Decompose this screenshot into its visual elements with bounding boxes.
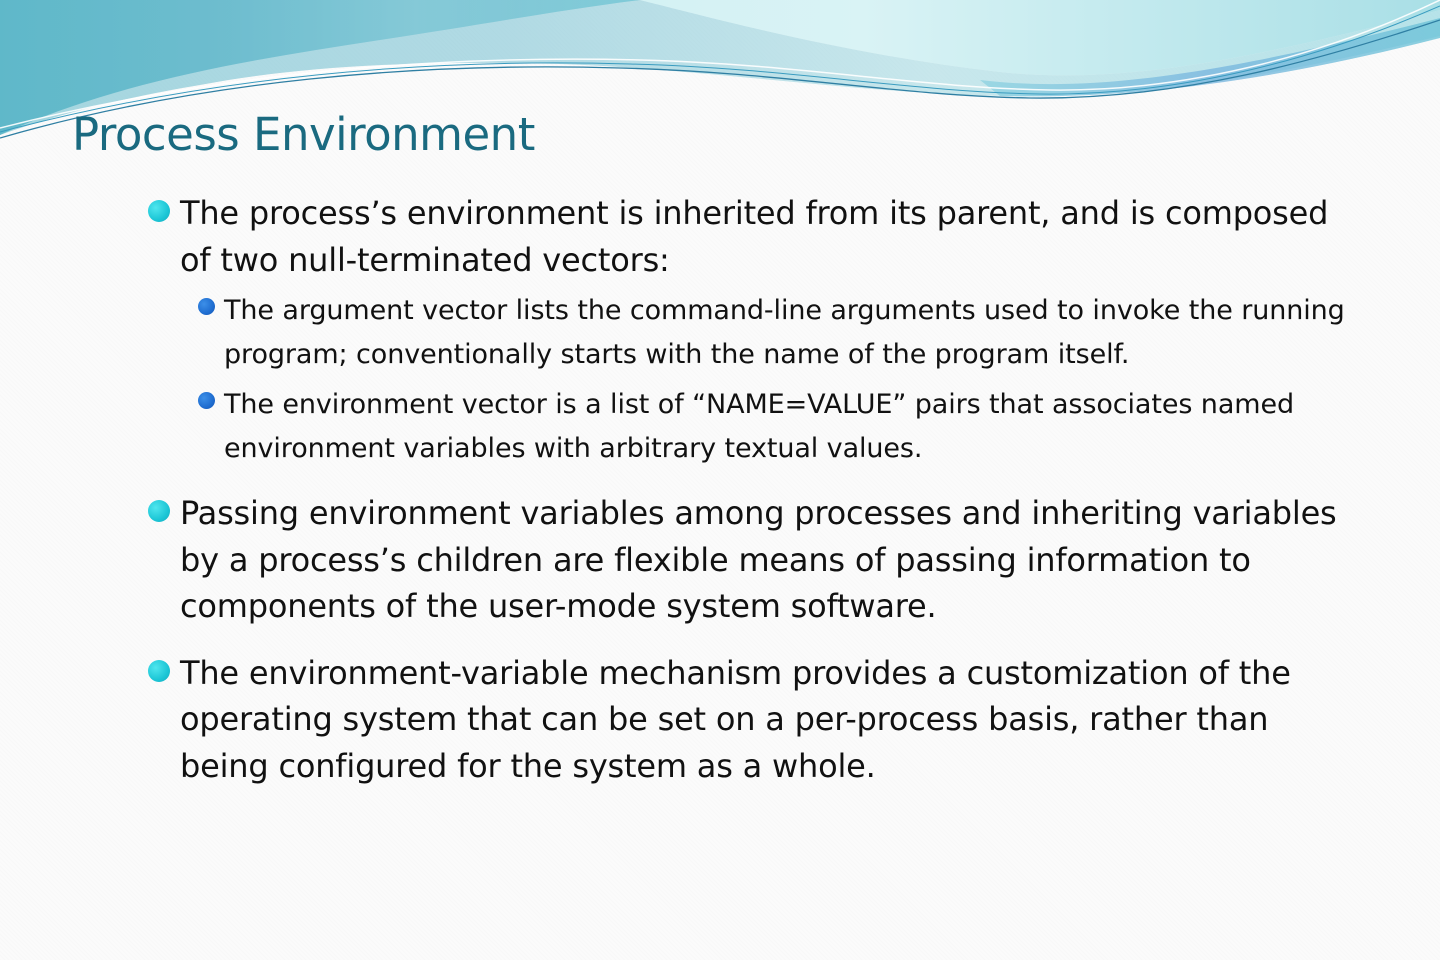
sub-bullet-item (192, 383, 1348, 470)
sub-bullet-dot-icon (198, 392, 215, 409)
bullet-dot-icon (148, 200, 170, 222)
slide-title: Process Environment (72, 108, 535, 161)
bullet-text: Passing environment variables among processes and inheriting variables by a process’s children are flexible means of passing information to components of the user-mode system software. (180, 494, 1337, 625)
sub-bullet-list (192, 289, 1348, 470)
bullet-text: The environment-variable mechanism provides a customization of the operating system that can be set on a per-process basis, rather than being configured for the system as a whole. (180, 653, 1291, 785)
sub-bullet-text: The environment vector is a list of “NAME=VALUE” pairs that associates named environment variables with arbitrary textual values. (224, 389, 1295, 464)
sub-bullet-item (192, 289, 1348, 376)
bullet-item (148, 650, 1348, 790)
sub-bullet-dot-icon (198, 298, 215, 315)
sub-bullet-text: The argument vector lists the command-line arguments used to invoke the running program; conventionally starts with the name of the program itself. (224, 295, 1345, 370)
bullet-item (148, 190, 1348, 470)
bullet-dot-icon (148, 500, 170, 522)
bullet-dot-icon (148, 660, 170, 682)
bullet-list (148, 190, 1348, 789)
bullet-text: The process’s environment is inherited from its parent, and is composed of two null-terminated vectors: (180, 194, 1329, 279)
bullet-item (148, 490, 1348, 630)
